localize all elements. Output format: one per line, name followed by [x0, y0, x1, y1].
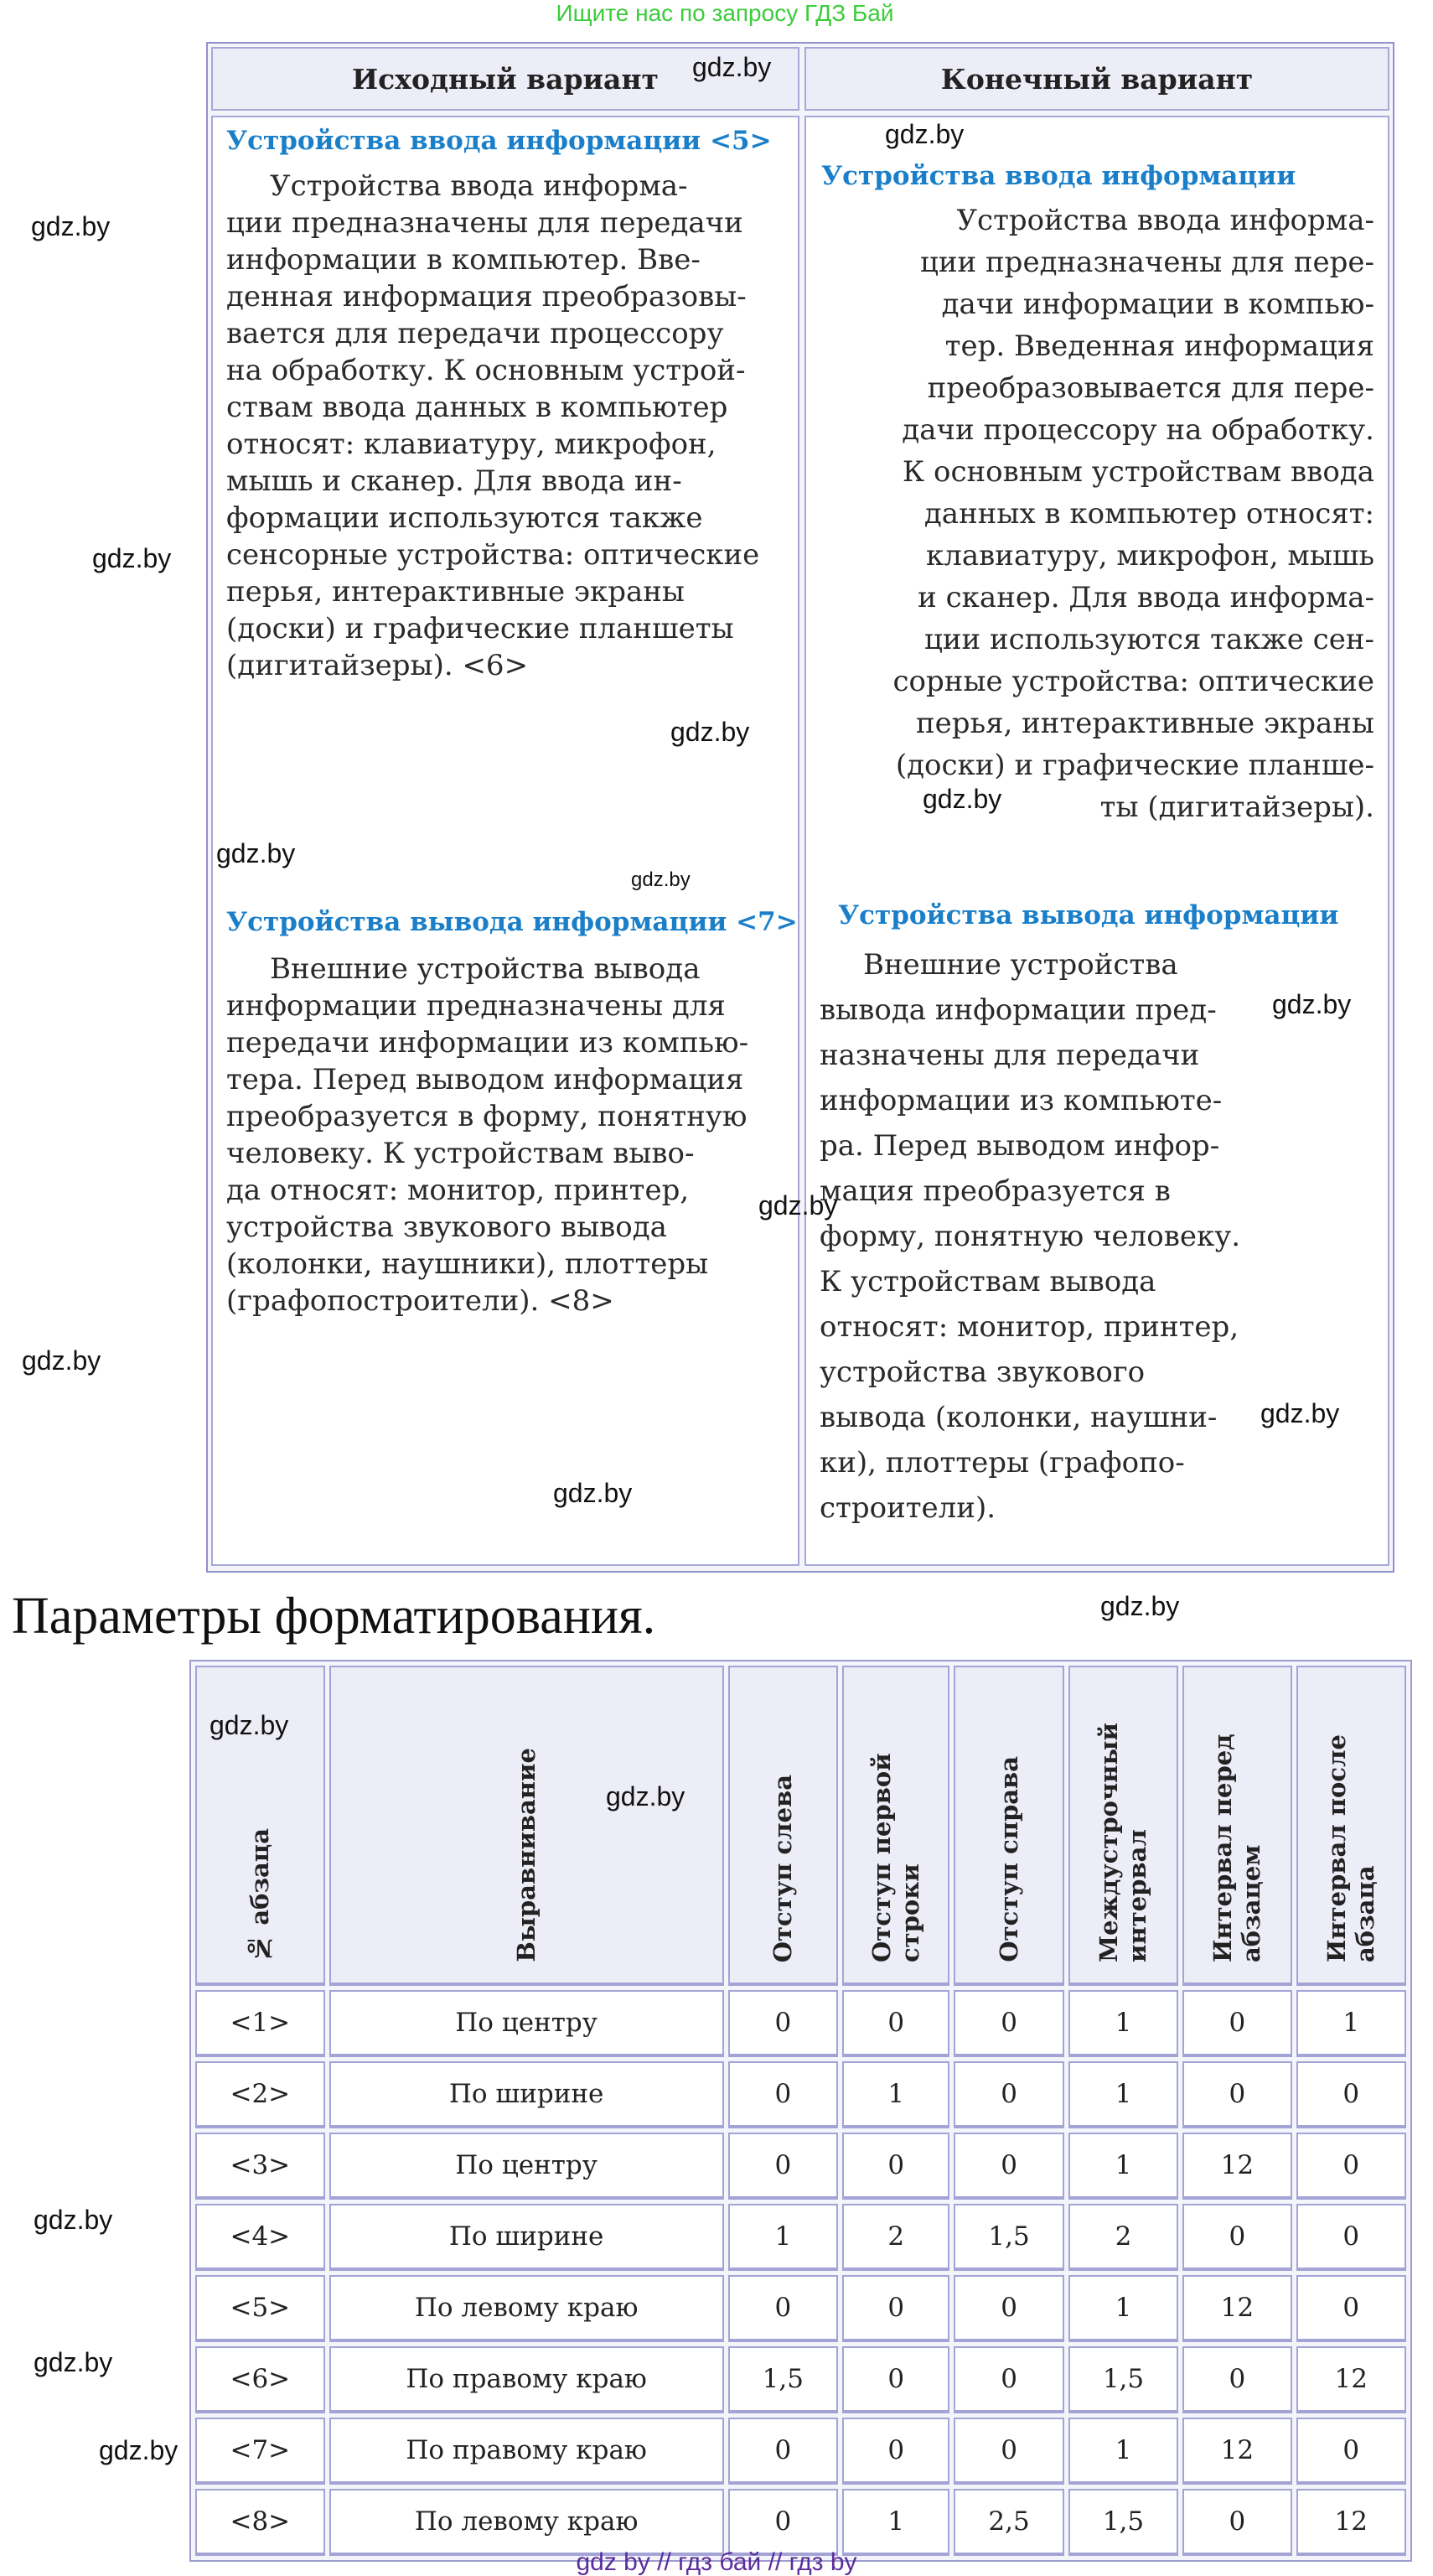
watermark: gdz.by	[606, 1781, 685, 1811]
value-cell: 0	[842, 2275, 949, 2342]
header-final: Конечный вариант	[804, 47, 1389, 111]
watermark: gdz.by	[758, 1190, 838, 1221]
text-line: устройства звукового вывода	[226, 1210, 667, 1244]
text-line: относят: монитор, принтер,	[820, 1310, 1239, 1344]
value-cell: 12	[1182, 2418, 1291, 2485]
text-line: вается для передачи процессору	[226, 317, 724, 350]
value-cell: 0	[1182, 2204, 1291, 2271]
text-line: денная информация преобразовы-	[226, 280, 747, 314]
column-header-label: Интервал после абзаца	[1322, 1734, 1380, 1962]
alignment-cell: По центру	[329, 2133, 724, 2200]
value-cell: 0	[1182, 1990, 1291, 2057]
value-cell: 0	[728, 2418, 838, 2485]
text-line: информации из компьюте-	[820, 1084, 1223, 1117]
text-line: на обработку. К основным устрой-	[226, 354, 746, 387]
alignment-cell: По центру	[329, 1990, 724, 2057]
original-output-section	[226, 907, 798, 1319]
table-row	[195, 2418, 1406, 2485]
text-line: мация преобразуется в	[820, 1174, 1171, 1208]
text-line: ции предназначены для пере-	[920, 246, 1374, 279]
paragraph-number-cell: <4>	[195, 2204, 325, 2271]
section-body	[820, 942, 1338, 1531]
text-line: ции предназначены для передачи	[226, 206, 743, 240]
text-line: преобразовывается для пере-	[927, 371, 1374, 405]
text-line: относят: клавиатуру, микрофон,	[226, 428, 716, 461]
text-line: формации используются также	[226, 501, 703, 535]
value-cell: 0	[728, 2133, 838, 2200]
watermark: gdz.by	[1100, 1591, 1180, 1621]
value-cell: 2,5	[954, 2489, 1063, 2556]
alignment-cell: По ширине	[329, 2204, 724, 2271]
value-cell: 12	[1296, 2346, 1406, 2413]
value-cell: 2	[842, 2204, 949, 2271]
column-header	[1296, 1666, 1406, 1986]
watermark: gdz.by	[1272, 989, 1352, 1019]
watermark: gdz.by	[210, 1710, 289, 1740]
text-line: сорные устройства: оптические	[892, 665, 1374, 698]
table-row	[195, 2061, 1406, 2128]
watermark: gdz.by	[670, 717, 750, 747]
alignment-cell: По левому краю	[329, 2275, 724, 2342]
value-cell: 0	[1296, 2418, 1406, 2485]
text-line: (доски) и графические планше-	[895, 749, 1374, 782]
column-header	[1068, 1666, 1178, 1986]
text-line: данных в компьютер относят:	[923, 497, 1374, 531]
value-cell: 1	[1296, 1990, 1406, 2057]
params-header-row	[195, 1666, 1406, 1986]
column-header-label: Интервал перед абзацем	[1208, 1734, 1266, 1962]
value-cell: 1	[1068, 1990, 1178, 2057]
value-cell: 1	[1068, 2133, 1178, 2200]
value-cell: 0	[1182, 2489, 1291, 2556]
watermark: gdz.by	[34, 2347, 113, 2377]
text-line: (доски) и графические планшеты	[226, 612, 734, 645]
value-cell: 12	[1182, 2275, 1291, 2342]
value-cell: 0	[954, 2275, 1063, 2342]
value-cell: 0	[842, 2346, 949, 2413]
text-line: да относят: монитор, принтер,	[226, 1174, 690, 1207]
column-header-label: № абзаца	[246, 1828, 275, 1962]
paragraph-number-cell: <2>	[195, 2061, 325, 2128]
column-header	[1182, 1666, 1291, 1986]
value-cell: 0	[954, 1990, 1063, 2057]
text-line: человеку. К устройствам выво-	[226, 1137, 695, 1170]
table-row	[195, 2204, 1406, 2271]
text-line: строители).	[820, 1491, 996, 1525]
watermark: gdz.by	[99, 2435, 178, 2465]
column-header-label: Междустрочный интервал	[1094, 1722, 1152, 1962]
column-header-label: Отступ слева	[768, 1774, 798, 1962]
text-line: сенсорные устройства: оптические	[226, 538, 760, 572]
value-cell: 0	[954, 2418, 1063, 2485]
value-cell: 1,5	[1068, 2346, 1178, 2413]
text-line: Внешние устройства	[863, 948, 1178, 982]
value-cell: 0	[954, 2061, 1063, 2128]
text-line: (дигитайзеры). <6>	[226, 649, 529, 682]
value-cell: 0	[1296, 2204, 1406, 2271]
text-line: назначены для передачи	[820, 1039, 1200, 1072]
value-cell: 1,5	[1068, 2489, 1178, 2556]
params-title: Параметры форматирования.	[12, 1588, 656, 1645]
section-title: Устройства вывода информации	[838, 900, 1339, 930]
alignment-cell: По левому краю	[329, 2489, 724, 2556]
text-line: информации предназначены для	[226, 989, 726, 1023]
section-title: Устройства ввода информации <5>	[226, 126, 772, 156]
value-cell: 1	[842, 2061, 949, 2128]
watermark: gdz.by	[631, 868, 691, 891]
final-input-section	[821, 161, 1374, 828]
value-cell: 0	[954, 2133, 1063, 2200]
value-cell: 0	[842, 1990, 949, 2057]
alignment-cell: По правому краю	[329, 2418, 724, 2485]
table-row	[195, 1990, 1406, 2057]
paragraph-number-cell: <1>	[195, 1990, 325, 2057]
value-cell: 1	[1068, 2061, 1178, 2128]
table-row	[195, 2346, 1406, 2413]
watermark: gdz.by	[1260, 1398, 1340, 1428]
value-cell: 12	[1296, 2489, 1406, 2556]
value-cell: 1	[1068, 2418, 1178, 2485]
paragraph-number-cell: <7>	[195, 2418, 325, 2485]
params-table	[189, 1660, 1412, 2562]
text-line: дачи процессору на обработку.	[902, 413, 1374, 447]
text-line: тера. Перед выводом информация	[226, 1063, 744, 1096]
search-hint: Ищите нас по запросу ГДЗ Бай	[556, 0, 894, 26]
text-line: устройства звукового	[820, 1355, 1146, 1389]
value-cell: 0	[728, 1990, 838, 2057]
watermark: gdz.by	[216, 838, 296, 868]
text-line: и сканер. Для ввода информа-	[918, 581, 1374, 614]
text-line: (графопостроители). <8>	[226, 1284, 614, 1318]
paragraph-number-cell: <6>	[195, 2346, 325, 2413]
value-cell: 1,5	[954, 2204, 1063, 2271]
params-body	[195, 1990, 1406, 2556]
table-row	[195, 2133, 1406, 2200]
watermark: gdz.by	[885, 119, 965, 149]
paragraph-number-cell: <8>	[195, 2489, 325, 2556]
value-cell: 1,5	[728, 2346, 838, 2413]
watermark: gdz.by	[92, 543, 172, 573]
value-cell: 0	[1296, 2133, 1406, 2200]
watermark: gdz.by	[692, 52, 772, 82]
value-cell: 0	[954, 2346, 1063, 2413]
final-output-section	[820, 900, 1339, 1531]
section-body	[226, 951, 798, 1319]
text-line: Устройства ввода информа-	[270, 169, 688, 203]
value-cell: 0	[842, 2133, 949, 2200]
watermark: gdz.by	[553, 1478, 633, 1508]
text-line: перья, интерактивные экраны	[226, 575, 685, 609]
watermark: gdz.by	[31, 211, 111, 241]
text-line: вывода информации пред-	[820, 993, 1217, 1027]
value-cell: 0	[1182, 2061, 1291, 2128]
paragraph-number-cell: <3>	[195, 2133, 325, 2200]
table-row	[195, 2489, 1406, 2556]
text-line: дачи информации в компью-	[941, 288, 1374, 321]
text-line: вывода (колонки, наушни-	[820, 1401, 1218, 1434]
table-row	[195, 2275, 1406, 2342]
watermark: gdz.by	[22, 1345, 101, 1376]
value-cell: 0	[1182, 2346, 1291, 2413]
text-line: К устройствам вывода	[820, 1265, 1156, 1298]
paragraph-number-cell: <5>	[195, 2275, 325, 2342]
value-cell: 1	[1068, 2275, 1178, 2342]
column-header-label: Отступ первой строки	[867, 1753, 925, 1962]
value-cell: 2	[1068, 2204, 1178, 2271]
text-line: ки), плоттеры (графопо-	[820, 1446, 1185, 1480]
alignment-cell: По правому краю	[329, 2346, 724, 2413]
text-line: мышь и сканер. Для ввода ин-	[226, 464, 682, 498]
text-line: тер. Введенная информация	[944, 329, 1374, 363]
text-line: клавиатуру, микрофон, мышь	[926, 539, 1374, 573]
value-cell: 0	[728, 2061, 838, 2128]
header-original: Исходный вариант	[211, 47, 799, 111]
text-line: перья, интерактивные экраны	[916, 707, 1374, 740]
text-line: ты (дигитайзеры).	[1099, 790, 1374, 824]
column-header	[954, 1666, 1063, 1986]
text-line: ра. Перед выводом инфор-	[820, 1129, 1220, 1163]
value-cell: 0	[728, 2275, 838, 2342]
alignment-cell: По ширине	[329, 2061, 724, 2128]
text-line: (колонки, наушники), плоттеры	[226, 1247, 709, 1281]
text-line: форму, понятную человеку.	[820, 1220, 1241, 1253]
original-input-section	[226, 126, 772, 684]
text-line: передачи информации из компью-	[226, 1026, 749, 1060]
section-title: Устройства вывода информации <7>	[226, 907, 798, 937]
text-line: К основным устройствам ввода	[902, 455, 1374, 489]
column-header-label: Выравнивание	[512, 1748, 541, 1962]
section-body	[821, 200, 1374, 828]
column-header	[842, 1666, 949, 1986]
value-cell: 12	[1182, 2133, 1291, 2200]
text-line: ствам ввода данных в компьютер	[226, 391, 728, 424]
value-cell: 1	[728, 2204, 838, 2271]
text-line: Внешние устройства вывода	[270, 952, 701, 986]
text-line: информации в компьютер. Вве-	[226, 243, 701, 277]
column-header-label: Отступ справа	[995, 1756, 1024, 1962]
footer-links: gdz by // гдз бай // гдз by	[576, 2548, 857, 2576]
section-body	[226, 168, 772, 684]
column-header	[728, 1666, 838, 1986]
text-line: преобразуется в форму, понятную	[226, 1100, 748, 1133]
text-line: ции используются также сен-	[923, 623, 1374, 656]
column-header	[329, 1666, 724, 1986]
value-cell: 0	[1296, 2061, 1406, 2128]
text-line: Устройства ввода информа-	[956, 204, 1374, 237]
value-cell: 1	[842, 2489, 949, 2556]
value-cell: 0	[842, 2418, 949, 2485]
section-title: Устройства ввода информации	[821, 161, 1296, 191]
watermark: gdz.by	[34, 2205, 113, 2235]
value-cell: 0	[728, 2489, 838, 2556]
watermark: gdz.by	[923, 784, 1002, 814]
value-cell: 0	[1296, 2275, 1406, 2342]
